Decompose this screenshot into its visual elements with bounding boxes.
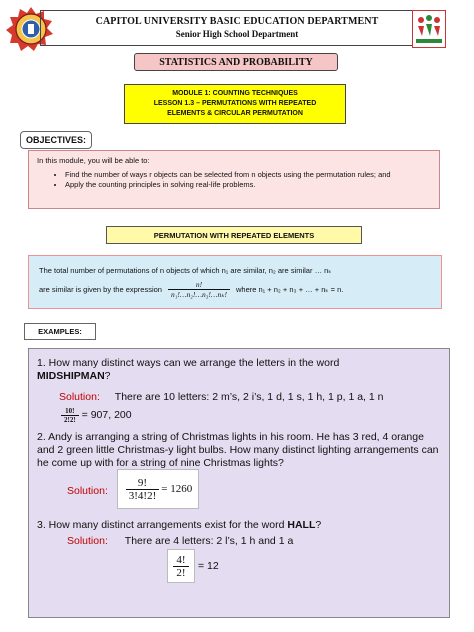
solution-label: Solution:	[67, 535, 108, 547]
example-2-question: 2. Andy is arranging a string of Christmas lights in his room. He has 3 red, 4 orange and 2 green little Christmas-y light bulbs. How many distinct lighting arrangements can he come up with for a string of nine Christmas lights?	[37, 431, 439, 469]
example-1-qmark: ?	[104, 370, 111, 382]
example-1-word: MIDSHIPMAN	[37, 370, 105, 382]
example-3-answer	[167, 549, 219, 583]
example-3-word: HALL	[287, 519, 316, 531]
definition-condition: where n₁ + n₂ + n₃ + … + nₖ = n.	[236, 285, 344, 294]
examples-box	[28, 348, 450, 618]
formula-numerator: n!	[168, 280, 230, 290]
example-1-answer	[61, 405, 132, 425]
answer-value: = 1260	[161, 483, 193, 495]
school-header	[40, 10, 434, 46]
department-name: Senior High School Department	[175, 29, 299, 39]
answer-denominator: 3!4!2!	[128, 489, 157, 502]
example-3-text: 3. How many distinct arrangements exist for the word	[37, 519, 285, 531]
example-1-text: 1. How many distinct ways can we arrange the letters in the word	[37, 357, 340, 369]
objectives-intro: In this module, you will be able to:	[37, 156, 150, 165]
answer-fraction	[126, 477, 160, 502]
lesson-title: LESSON 1.3 – PERMUTATIONS WITH REPEATED	[153, 100, 317, 107]
objective-item: • Find the number of ways r objects can be selected from n objects using the permutation rules; and	[65, 170, 431, 180]
answer-value: = 907, 200	[81, 409, 132, 421]
permutation-formula	[168, 280, 230, 299]
example-1-solution	[59, 391, 383, 404]
example-2-solution-label	[67, 485, 108, 498]
objectives-list	[37, 170, 431, 190]
solution-text: There are 10 letters: 2 m’s, 2 i’s, 1 d, 1 s, 1 h, 1 p, 1 a, 1 n	[114, 391, 384, 403]
definition-box	[28, 255, 442, 309]
school-name: CAPITOL UNIVERSITY BASIC EDUCATION DEPARTMENT	[95, 16, 379, 27]
example-3-formula	[167, 549, 195, 583]
section-title: PERMUTATION WITH REPEATED ELEMENTS	[106, 226, 362, 244]
example-2-formula	[117, 469, 199, 509]
example-3-qmark: ?	[315, 519, 322, 531]
department-logo	[412, 10, 446, 48]
example-3-question	[37, 519, 437, 532]
answer-numerator: 10!	[61, 407, 79, 416]
subject-title: STATISTICS AND PROBABILITY	[134, 53, 338, 71]
module-title: MODULE 1: COUNTING TECHNIQUES	[172, 90, 298, 97]
module-banner	[124, 84, 346, 124]
lesson-title-cont: ELEMENTS & CIRCULAR PERMUTATION	[167, 110, 303, 117]
definition-formula-line	[39, 280, 431, 299]
definition-text-2: are similar is given by the expression	[39, 285, 162, 294]
objectives-box	[28, 150, 440, 209]
solution-text: There are 4 letters: 2 l’s, 1 h and 1 a	[124, 535, 294, 547]
answer-value: = 12	[198, 560, 219, 572]
formula-denominator: n₁!…n₂!…n₃!…nₖ!	[170, 290, 227, 299]
solution-label: Solution:	[67, 485, 108, 497]
answer-numerator: 9!	[126, 477, 160, 490]
solution-label: Solution:	[59, 391, 100, 403]
answer-fraction	[173, 554, 188, 579]
definition-text: The total number of permutations of n objects of which n₁ are similar, n₂ are similar … nₖ	[39, 266, 332, 275]
example-1-question	[37, 357, 437, 383]
answer-denominator: 2!	[176, 566, 186, 579]
examples-label: EXAMPLES:	[24, 323, 96, 340]
objective-item: • Apply the counting principles in solving real-life problems.	[65, 180, 431, 190]
answer-denominator: 2!2!	[64, 415, 76, 424]
objectives-label: OBJECTIVES:	[20, 131, 92, 149]
example-3-solution	[67, 535, 293, 548]
answer-numerator: 4!	[173, 554, 188, 567]
answer-fraction	[61, 407, 79, 424]
